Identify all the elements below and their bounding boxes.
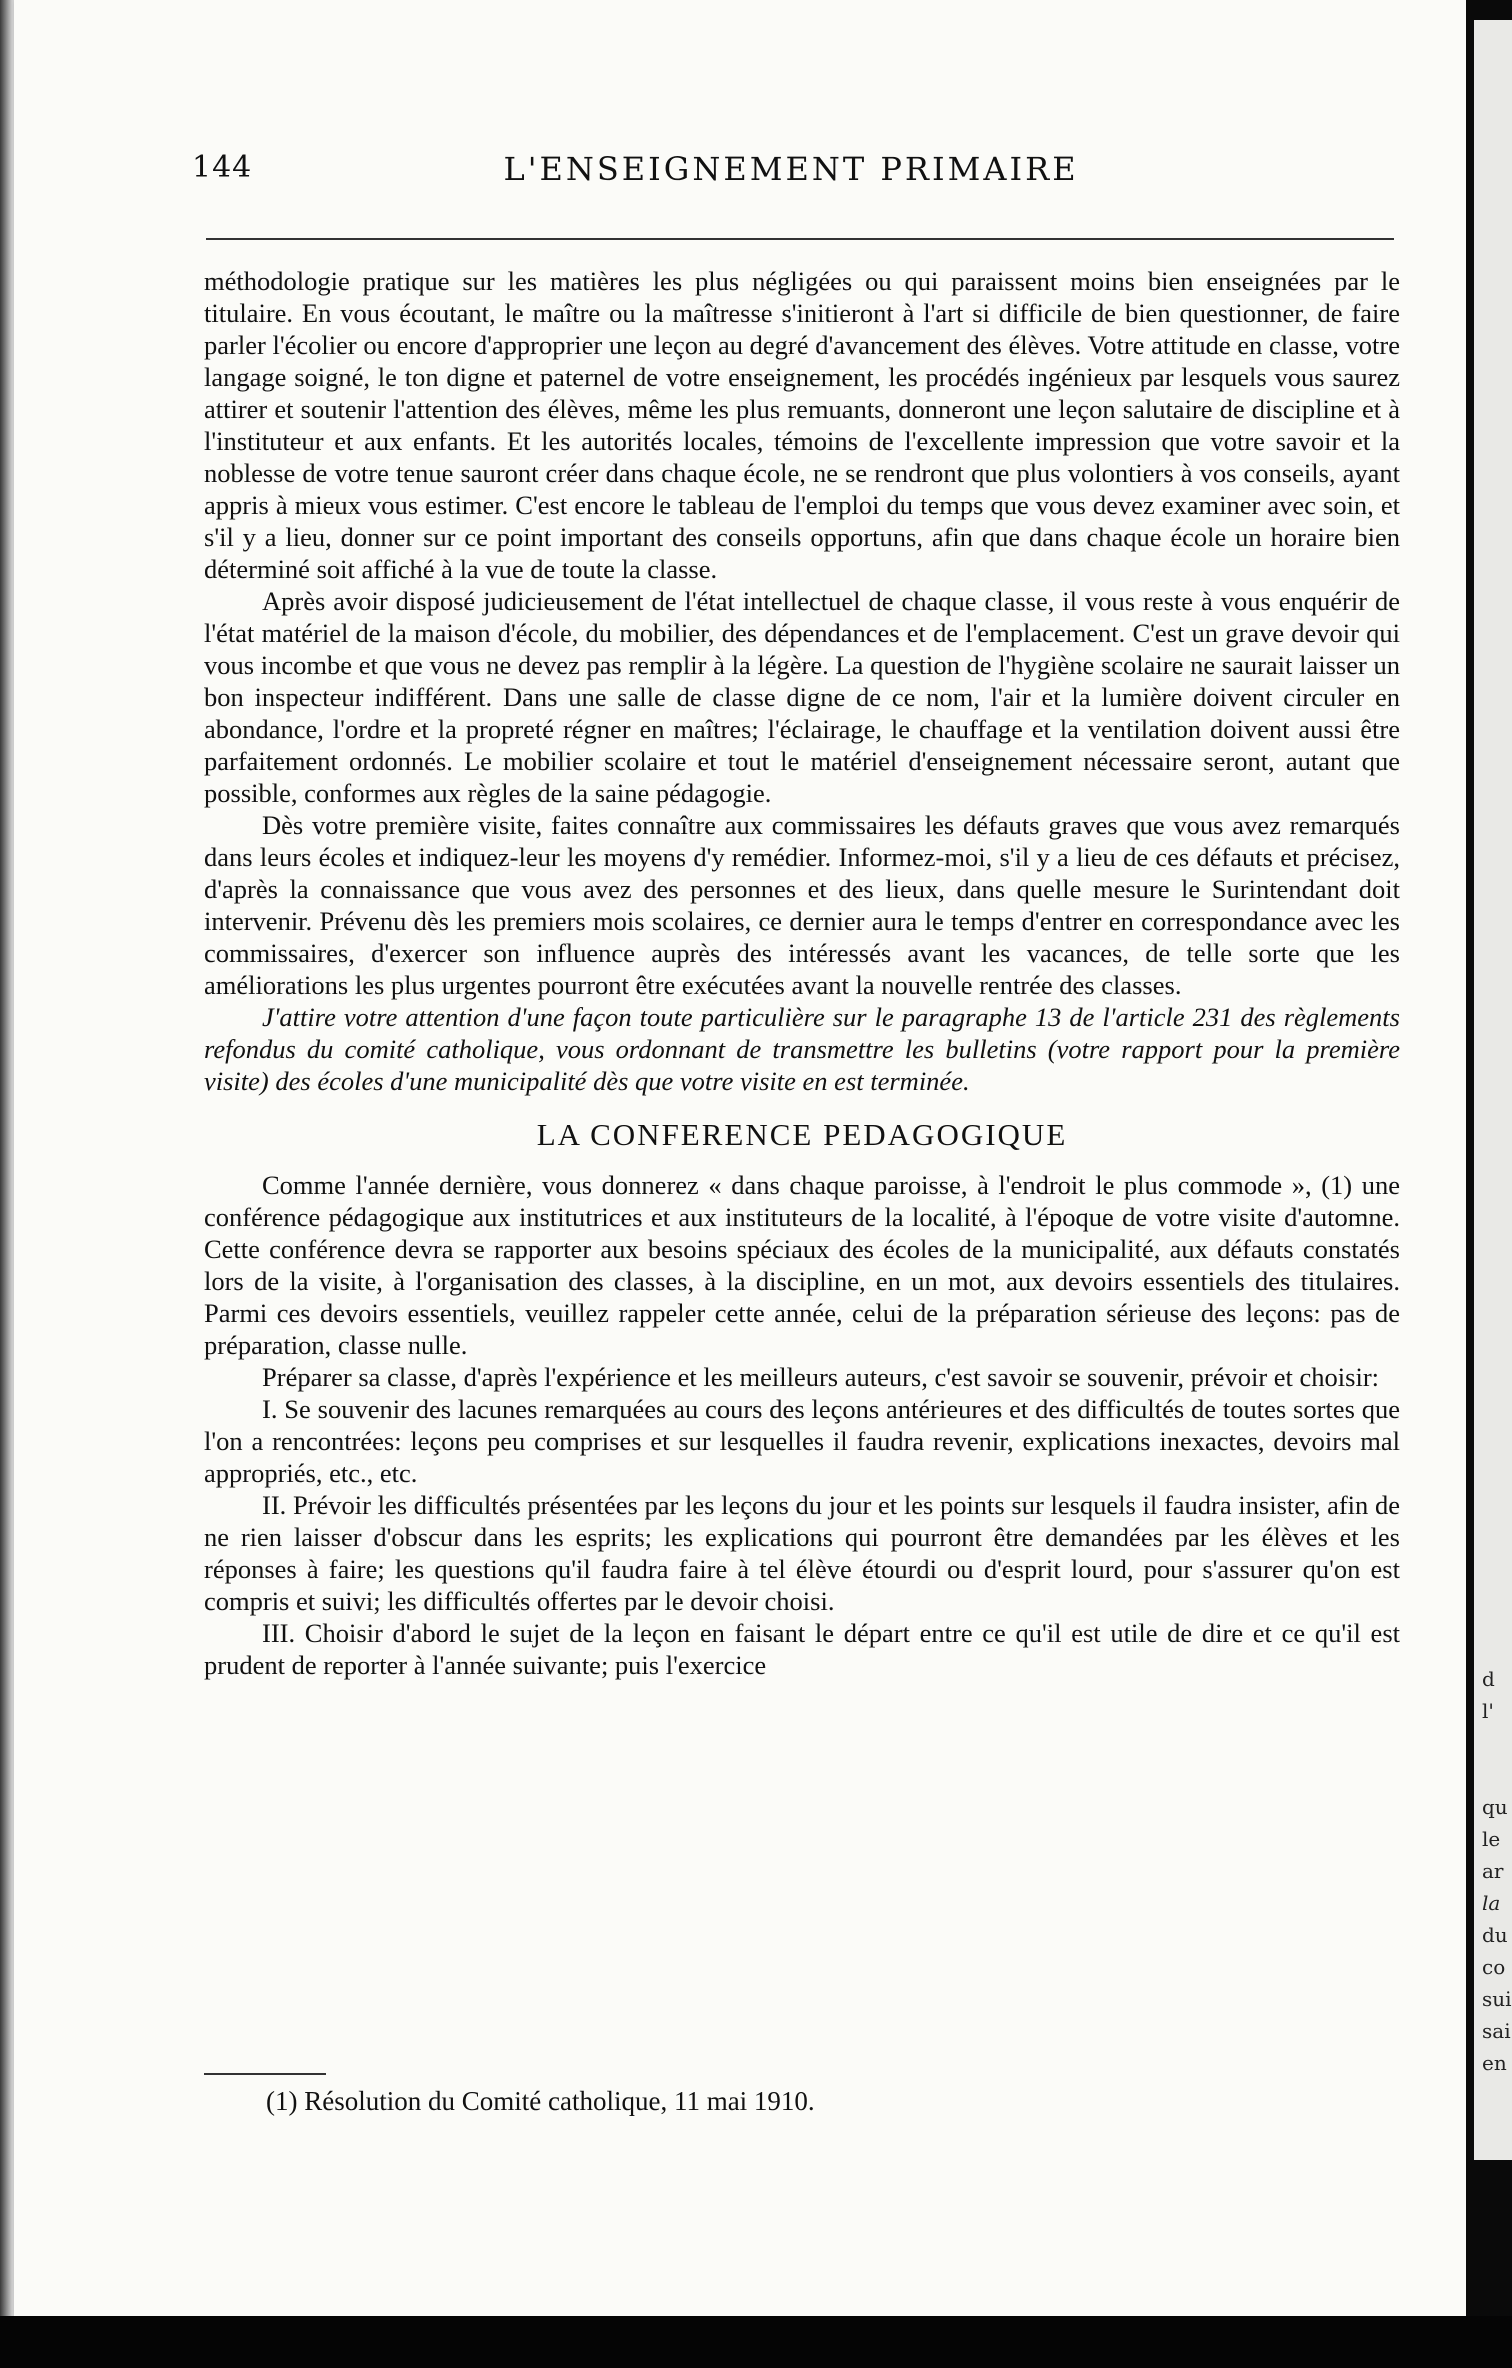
adjacent-page-fragment: la xyxy=(1482,1891,1501,1915)
section-title: LA CONFERENCE PEDAGOGIQUE xyxy=(536,1117,1068,1152)
scan-bottom-band xyxy=(0,2316,1512,2368)
paragraph: Dès votre première visite, faites connaître aux commissaires les défauts graves que vous avez remarqués dans leurs écoles et indiquez-leur les moyens d'y remédier. Informez-moi, s'il y a lieu de ces défauts et précisez, d'après la connaissance que vous avez des personnes et des lieux, dans quelle mesure le Surintendant doit intervenir. Prévenu dès les premiers mois scolaires, ce dernier aura le temps d'entrer en correspondance avec les commissaires, d'exercer son influence auprès des intéressés avant les vacances, de telle sorte que les améliorations les plus urgentes pourront être exécutées avant la nouvelle rentrée des classes. xyxy=(204,810,1400,1000)
adjacent-page-fragment: co xyxy=(1482,1955,1506,1979)
list-item: II. Prévoir les difficultés présentées par les leçons du jour et les points sur lesquels il faudra insister, afin de ne rien laisser d'obscur dans les esprits; les explications qui pourront être demandées par les élèves et les réponses à faire; les questions qu'il faudra faire à tel élève étourdi ou d'esprit lourd, pour s'assurer qu'on est compris et suivi; les difficultés offertes par le devoir choisi. xyxy=(204,1490,1400,1616)
paragraph: méthodologie pratique sur les matières les plus négligées ou qui paraissent moins bien enseignées par le titulaire. En vous écoutant, le maître ou la maîtresse s'initieront à l'art si difficile de bien questionner, de faire parler l'écolier ou encore d'approprier une leçon au degré d'avancement des élèves. Votre attitude en classe, votre langage soigné, le ton digne et paternel de votre enseignement, les procédés ingénieux par lesquels vous saurez attirer et soutenir l'attention des élèves, même les plus remuants, donneront une leçon salutaire de discipline et à l'instituteur et aux enfants. Et les autorités locales, témoins de l'excellente impression que votre savoir et la noblesse de votre tenue sauront créer dans chaque école, ne se rendront que plus volontiers à vos conseils, ayant appris à mieux vous estimer. C'est encore le tableau de l'emploi du temps que vous devez examiner avec soin, et s'il y a lieu, donner sur ce point important des conseils opportuns, afin que dans chaque école un horaire bien déterminé soit affiché à la vue de toute la classe. xyxy=(204,266,1400,584)
list-item: III. Choisir d'abord le sujet de la leçon en faisant le départ entre ce qu'il est utile de dire et ce qu'il est prudent de reporter à l'année suivante; puis l'exercice xyxy=(204,1618,1400,1680)
header-rule xyxy=(206,238,1394,240)
page-header xyxy=(192,150,1390,194)
body-text xyxy=(204,265,1400,1681)
running-title: L'ENSEIGNEMENT PRIMAIRE xyxy=(503,150,1079,188)
adjacent-page-fragment: le xyxy=(1482,1827,1501,1851)
adjacent-page-fragment: ar xyxy=(1482,1859,1504,1883)
adjacent-page-fragment: qu xyxy=(1482,1795,1508,1819)
paragraph-italic-notice: J'attire votre attention d'une façon toute particulière sur le paragraphe 13 de l'article 231 des règlements refondus du comité catholique, vous ordonnant de transmettre les bulletins (votre rapport pour la première visite) des écoles d'une municipalité dès que votre visite en est terminée. xyxy=(204,1002,1400,1096)
page-number: 144 xyxy=(192,150,253,185)
adjacent-page-fragment: l' xyxy=(1482,1699,1494,1723)
paragraph: Comme l'année dernière, vous donnerez « dans chaque paroisse, à l'endroit le plus commode », (1) une conférence pédagogique aux institutrices et aux instituteurs de la localité, à l'époque de votre visite d'automne. Cette conférence devra se rapporter aux besoins spéciaux des écoles de la municipalité, aux défauts constatés lors de la visite, à l'organisation des classes, à la discipline, en un mot, aux devoirs essentiels des titulaires. Parmi ces devoirs essentiels, veuillez rappeler cette année, celui de la préparation sérieuse des leçons: pas de préparation, classe nulle. xyxy=(204,1170,1400,1360)
adjacent-page-fragment: en xyxy=(1482,2051,1507,2075)
adjacent-page-fragment: sui xyxy=(1482,1987,1512,2011)
adjacent-page-fragment: sai xyxy=(1482,2019,1511,2043)
footnote-rule xyxy=(204,2073,326,2075)
adjacent-page-fragment: du xyxy=(1482,1923,1508,1947)
footnote: (1) Résolution du Comité catholique, 11 mai 1910. xyxy=(266,2086,815,2116)
adjacent-page-fragment: d xyxy=(1482,1667,1495,1691)
paragraph: Préparer sa classe, d'après l'expérience et les meilleurs auteurs, c'est savoir se souvenir, prévoir et choisir: xyxy=(262,1362,1380,1392)
paragraph: Après avoir disposé judicieusement de l'état intellectuel de chaque classe, il vous reste à vous enquérir de l'état matériel de la maison d'école, du mobilier, des dépendances et de l'emplacement. C'est un grave devoir qui vous incombe et que vous ne devez pas remplir à la légère. La question de l'hygiène scolaire ne saurait laisser un bon inspecteur indifférent. Dans une salle de classe digne de ce nom, l'air et la lumière doivent circuler en abondance, l'ordre et la propreté régner en maîtres; l'éclairage, le chauffage et la ventilation doivent aussi être parfaitement ordonnés. Le mobilier scolaire et tout le matériel d'enseignement nécessaire seront, autant que possible, conformes aux règles de la saine pédagogie. xyxy=(204,586,1400,808)
list-item: I. Se souvenir des lacunes remarquées au cours des leçons antérieures et des difficultés de toutes sortes que l'on a rencontrées: leçons peu comprises et sur lesquelles il faudra revenir, explications inexactes, devoirs mal appropriés, etc., etc. xyxy=(204,1394,1400,1488)
